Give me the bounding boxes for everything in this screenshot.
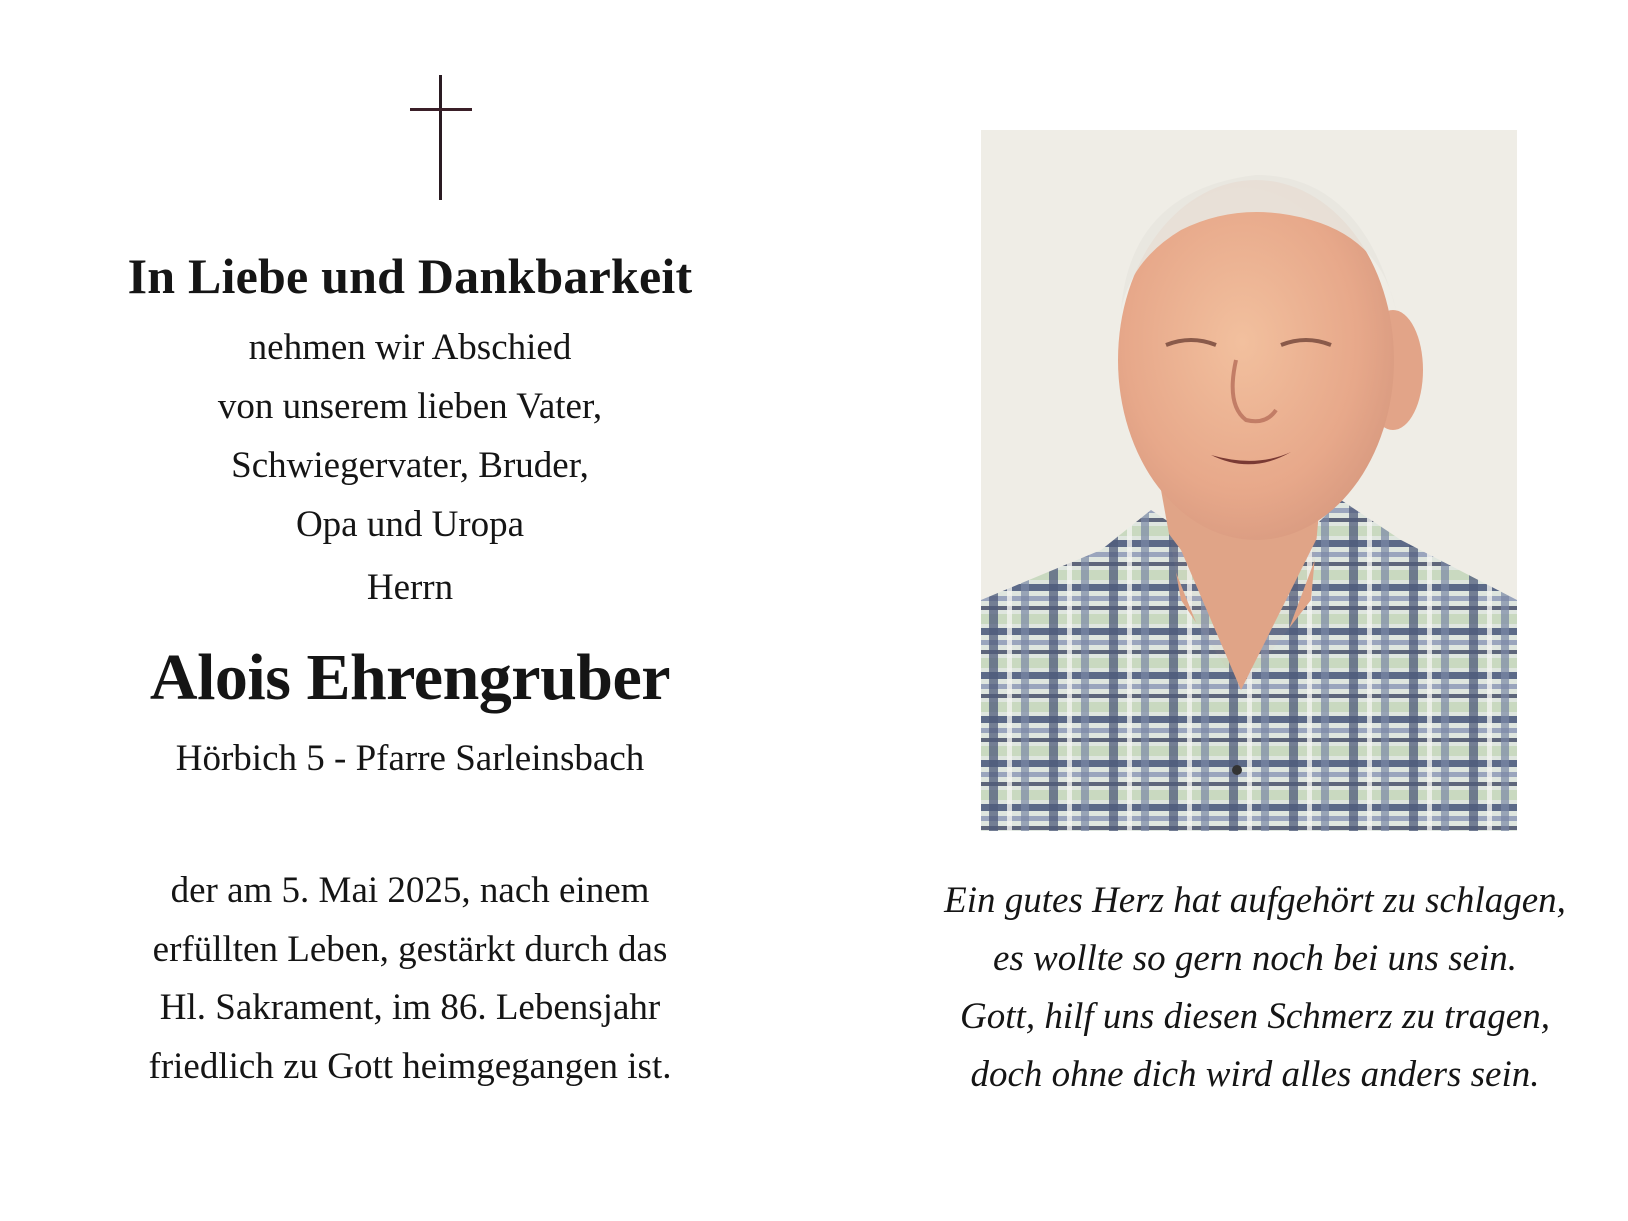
bio-line: friedlich zu Gott heimgegangen ist.: [148, 1045, 672, 1087]
address: Hörbich 5 - Pfarre Sarleinsbach: [175, 738, 645, 779]
verse-line: es wollte so gern noch bei uns sein.: [992, 938, 1518, 979]
bio-line: der am 5. Mai 2025, nach einem: [170, 870, 650, 911]
verse-text: [890, 872, 1620, 1104]
memorial-text-column: [40, 0, 780, 1221]
verse-line: Ein gutes Herz hat aufgehört zu schlagen,: [944, 880, 1566, 921]
bio-line: erfüllten Leben, gestärkt durch das: [152, 928, 668, 970]
salutation: Herrn: [366, 567, 454, 608]
intro-line: nehmen wir Abschied: [248, 327, 572, 368]
headline: In Liebe und Dankbarkeit: [127, 248, 693, 304]
portrait-image: [981, 130, 1517, 831]
verse-line: doch ohne dich wird alles anders sein.: [970, 1054, 1540, 1095]
intro-line: von unserem lieben Vater,: [217, 386, 603, 427]
intro-line: Schwiegervater, Bruder,: [231, 445, 589, 486]
cross-icon: [410, 75, 472, 200]
intro-text: [40, 318, 780, 554]
intro-line: Opa und Uropa: [295, 504, 525, 545]
deceased-name: Alois Ehrengruber: [149, 641, 671, 714]
verse-line: Gott, hilf uns diesen Schmerz zu tragen,: [960, 996, 1550, 1037]
portrait-photo: [981, 130, 1517, 831]
bio-text: [40, 862, 780, 1096]
bio-line: Hl. Sakrament, im 86. Lebensjahr: [159, 987, 661, 1028]
